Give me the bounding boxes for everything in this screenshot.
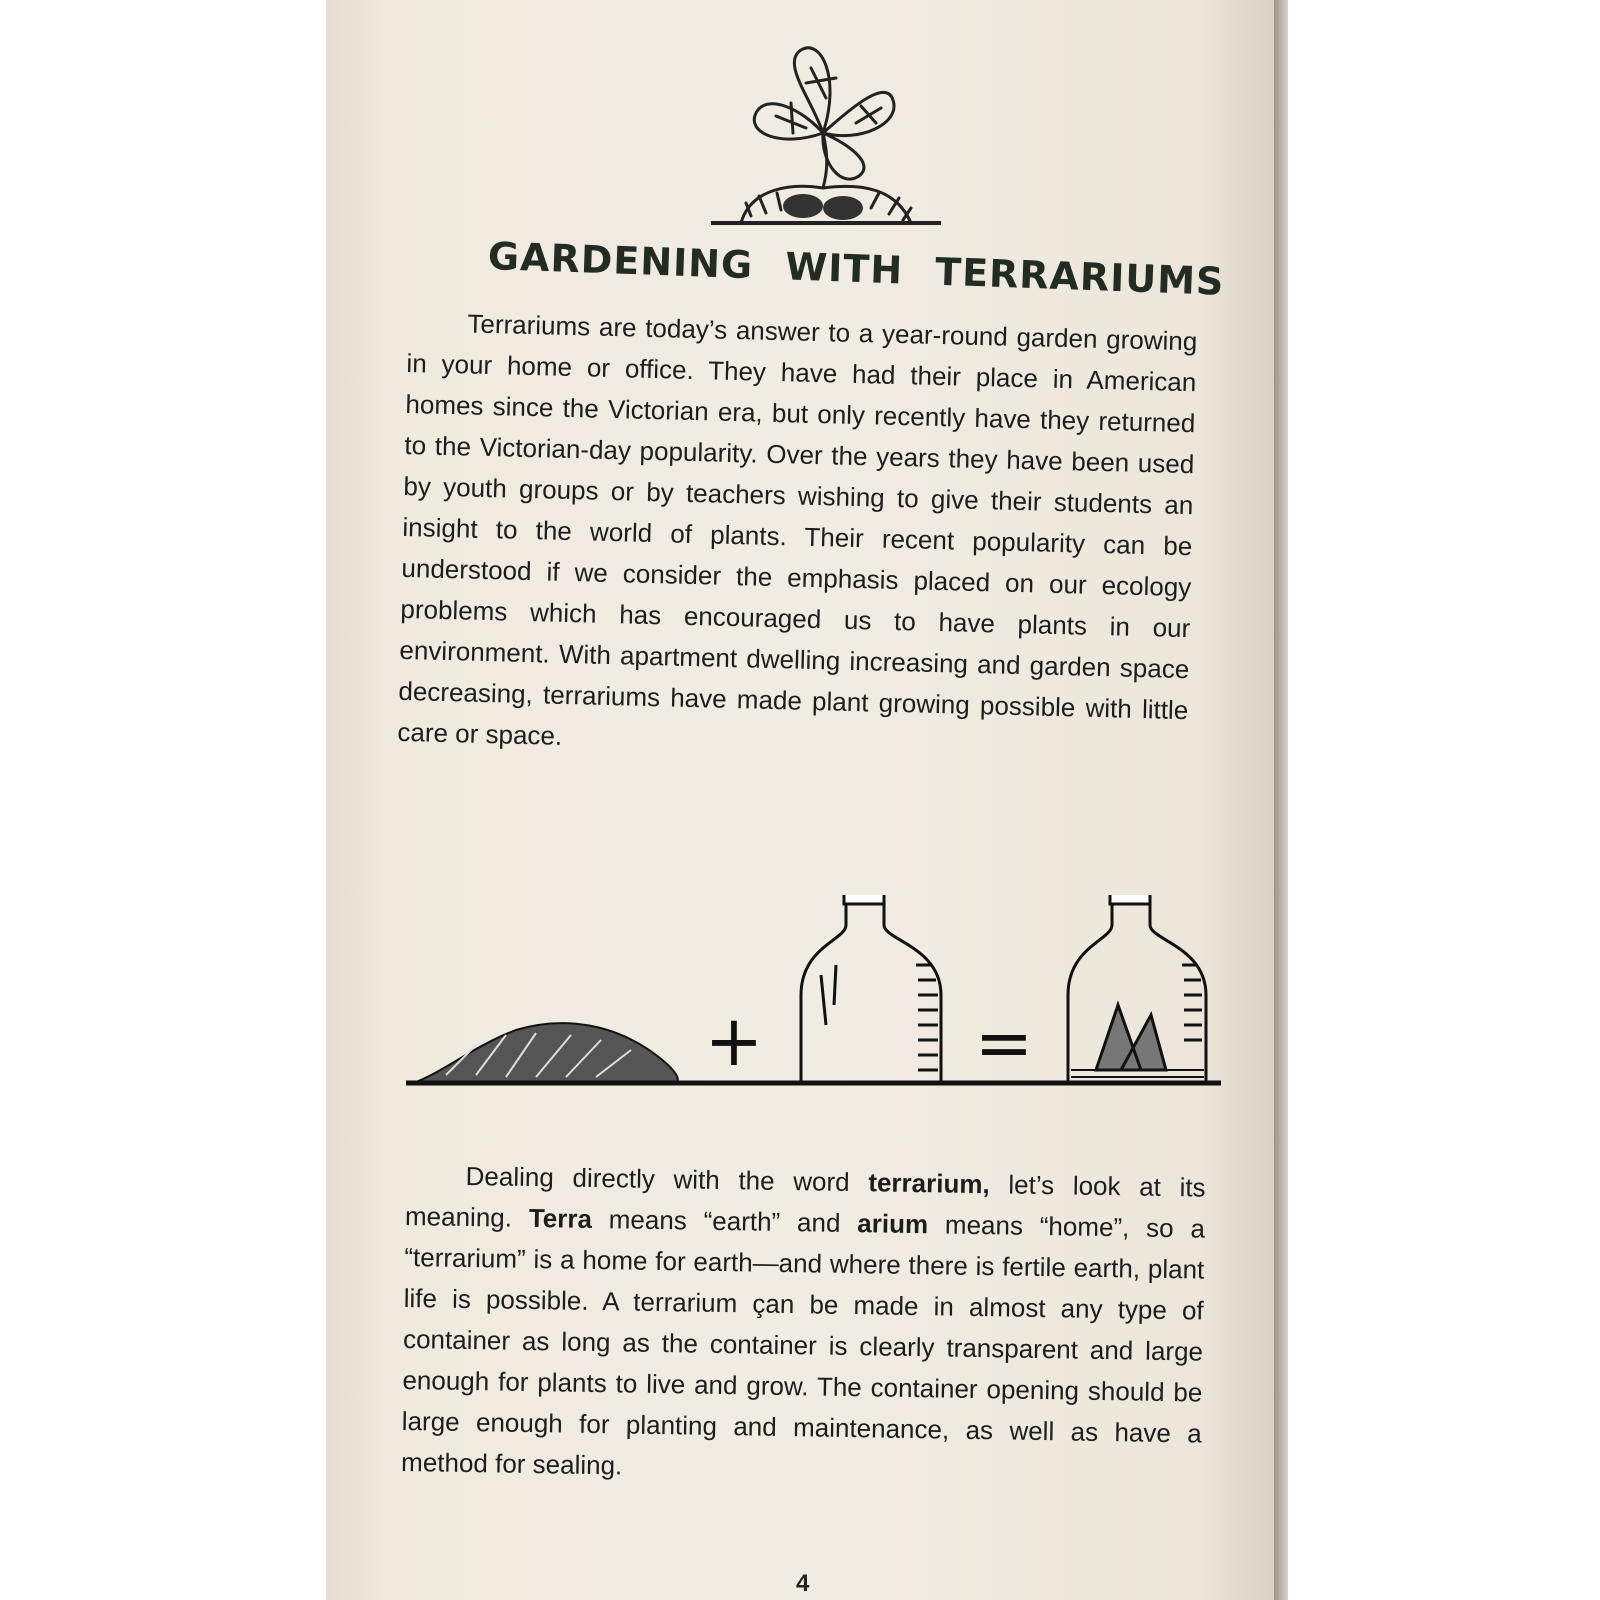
paragraph-text: means “earth” and (591, 1203, 858, 1239)
bold-term-arium: arium (857, 1208, 929, 1240)
empty-bottle-icon (801, 895, 941, 1082)
terrarium-bottle-icon (1068, 895, 1206, 1082)
page-number: 4 (796, 1570, 810, 1597)
page-edge-shadow (1274, 0, 1288, 1600)
plus-symbol: + (704, 1000, 764, 1082)
equals-symbol: = (974, 1002, 1034, 1084)
paragraph-text: let’s look at its meaning. (404, 1169, 1206, 1233)
bold-term-terra: Terra (528, 1202, 593, 1234)
paragraph-text: Dealing directly with the word (465, 1160, 869, 1198)
soil-pile-icon (416, 1023, 678, 1082)
intro-paragraph: Terrariums are today’s answer to a year-round garden growing in your home or office. They have had their place in American homes since the Victorian era, but only recently have they returned to the Victorian-day popularity. Over the years they have been used by youth groups or by teachers wishing to give their students an insight to the world of plants. Their recent popularity can be understood if we consider the emphasis placed on our ecology problems which has encouraged us to have plants in our environment. With apartment dwelling increasing and garden space decreasing, terrariums have made plant growing possible with little care or space. (397, 308, 1198, 751)
terrarium-equation-illustration (406, 895, 1221, 1115)
background-area (1288, 0, 1600, 1600)
meaning-paragraph (401, 1155, 1206, 1496)
page-title: GARDENING WITH TERRARIUMS (487, 234, 1226, 304)
paragraph-text: means “home”, so a “terrarium” is a home for earth—and where there is fertile earth, plant life is possible. A terrarium çan be made in almost any type of container as long as the container is clearly transparent and large enough for plants to live and grow. The container opening should be large enough for planting and maintenance, as well as have a method for sealing. (400, 1209, 1206, 1481)
book-page (326, 0, 1274, 1600)
clover-plant-icon (711, 38, 941, 228)
bold-term-terrarium: terrarium, (868, 1167, 990, 1200)
